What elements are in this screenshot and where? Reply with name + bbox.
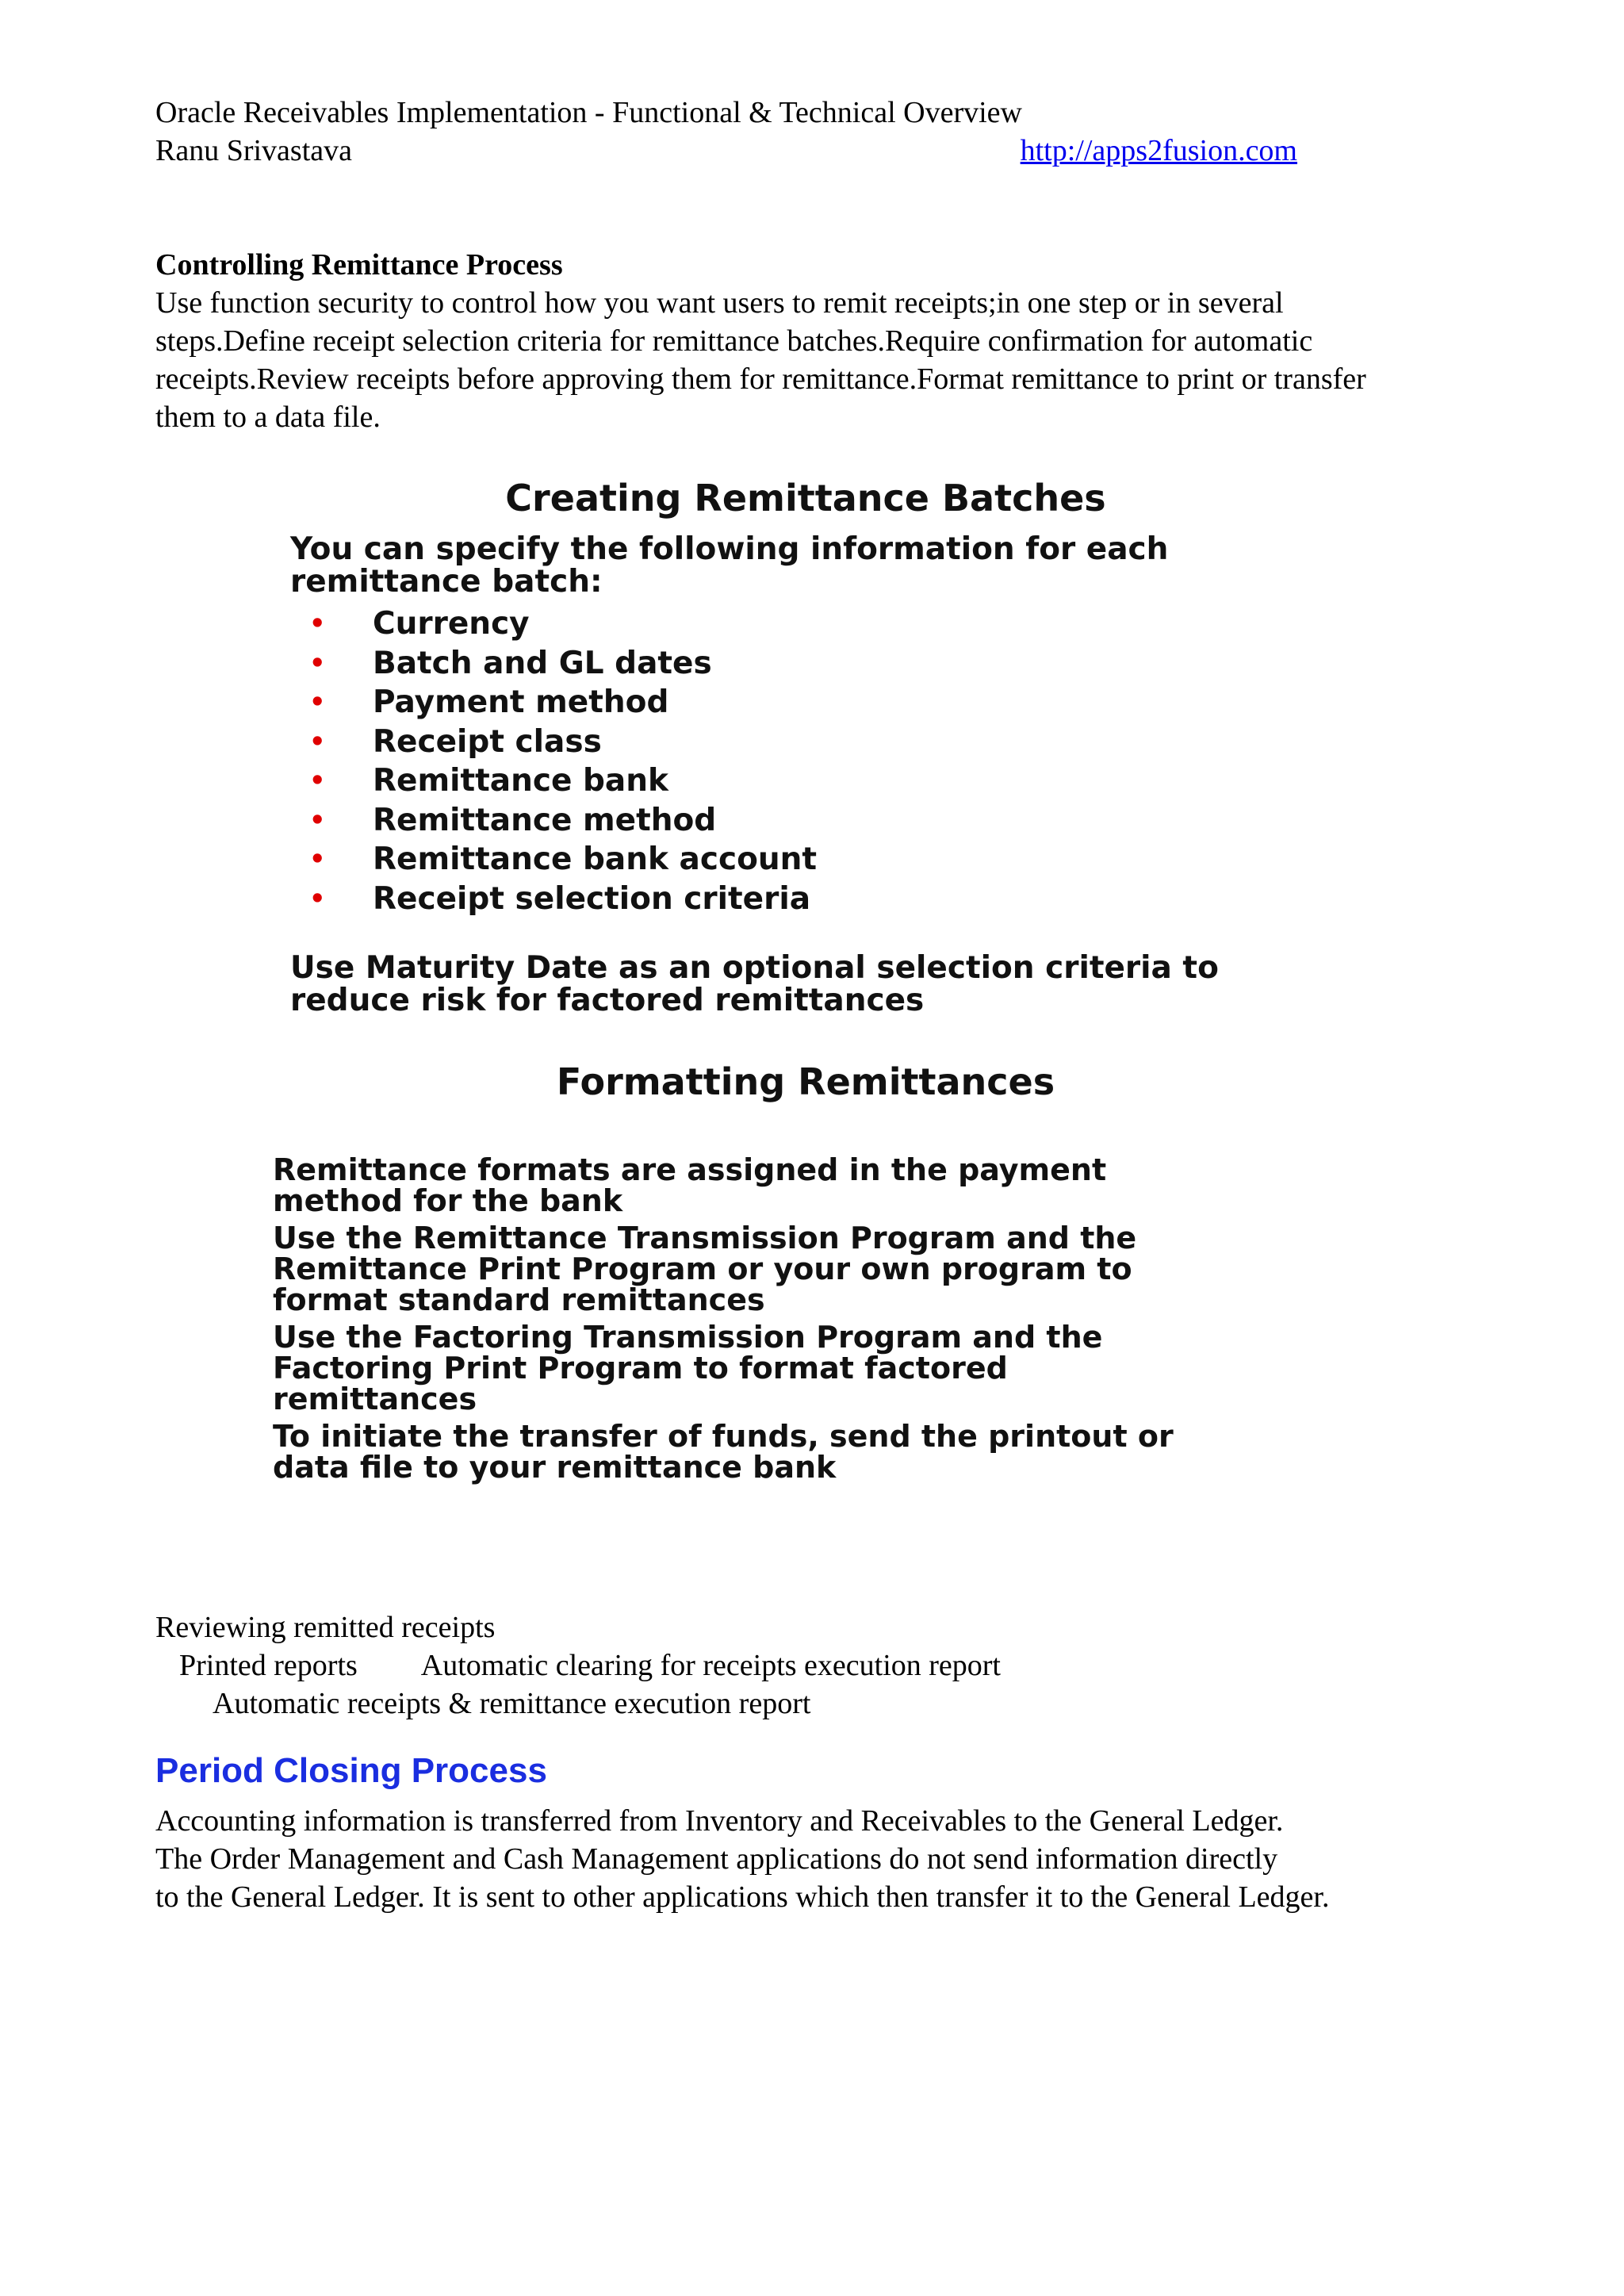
- body-line: them to a data file.: [155, 401, 381, 434]
- page-header: [155, 94, 1297, 170]
- remittance-slide-image: [155, 441, 1456, 1583]
- bullet-icon: •: [309, 844, 326, 874]
- list-item-label: Receipt class: [373, 723, 602, 760]
- list-item: [306, 683, 817, 723]
- controlling-remittance-heading: Controlling Remittance Process: [155, 248, 563, 282]
- slide-intro-line: remittance batch:: [290, 564, 603, 600]
- list-item: [306, 840, 817, 880]
- formatting-point: Remittance formats are assigned in the payment method for the bank: [273, 1152, 1107, 1218]
- reviewing-heading: Reviewing remitted receipts: [155, 1611, 496, 1644]
- bullet-icon: •: [309, 804, 326, 835]
- slide-intro: [290, 533, 1385, 598]
- slide-title-creating-batches: Creating Remittance Batches: [505, 477, 1106, 519]
- bullet-icon: •: [309, 608, 326, 638]
- maturity-date-note: [290, 952, 1400, 1017]
- controlling-remittance-section: [155, 246, 1488, 436]
- bullet-icon: •: [309, 883, 326, 914]
- auto-clearing-report-label: Automatic clearing for receipts execution report: [420, 1649, 1001, 1682]
- list-item-label: Remittance bank account: [373, 841, 818, 877]
- body-line: receipts.Review receipts before approving them for remittance.Format remittance to print or transfer: [155, 362, 1366, 396]
- body-line: to the General Ledger. It is sent to other applications which then transfer it to the General Ledger.: [155, 1880, 1330, 1914]
- list-item-label: Currency: [373, 606, 530, 642]
- printed-reports-label: Printed reports: [179, 1649, 358, 1682]
- list-item: [306, 604, 817, 644]
- list-item: [306, 761, 817, 801]
- formatting-points: [273, 1152, 1399, 1489]
- note-line: reduce risk for factored remittances: [290, 983, 925, 1018]
- formatting-point: Use the Remittance Transmission Program and the Remittance Print Program or your own program to format standard remittances: [273, 1221, 1137, 1317]
- website-link[interactable]: http://apps2fusion.com: [1020, 134, 1297, 167]
- auto-receipts-report-label: Automatic receipts & remittance execution report: [213, 1687, 811, 1720]
- bullet-icon: •: [309, 687, 326, 717]
- body-line: The Order Management and Cash Management applications do not send information directly: [155, 1842, 1278, 1876]
- slide-title-formatting: Formatting Remittances: [556, 1060, 1055, 1103]
- formatting-point: To initiate the transfer of funds, send the printout or data file to your remittance bank: [273, 1419, 1174, 1485]
- list-item: [306, 801, 817, 841]
- body-line: Accounting information is transferred from Inventory and Receivables to the General Ledger.: [155, 1804, 1284, 1838]
- batch-info-list: [306, 604, 817, 918]
- list-item-label: Remittance bank: [373, 763, 668, 799]
- list-item-label: Remittance method: [373, 802, 717, 838]
- document-title: Oracle Receivables Implementation - Functional & Technical Overview: [155, 96, 1022, 129]
- reviewing-items-row: [155, 1646, 1488, 1685]
- list-item: [306, 644, 817, 684]
- slide-intro-line: You can specify the following information for each: [290, 531, 1169, 567]
- author-name: Ranu Srivastava: [155, 134, 353, 167]
- list-item-label: Receipt selection criteria: [373, 880, 811, 917]
- header-row: [155, 132, 1297, 170]
- formatting-point: Use the Factoring Transmission Program and the Factoring Print Program to format factored remittances: [273, 1320, 1103, 1416]
- list-item: [306, 880, 817, 919]
- note-line: Use Maturity Date as an optional selection criteria to: [290, 950, 1219, 986]
- bullet-icon: •: [309, 765, 326, 795]
- period-closing-heading: Period Closing Process: [155, 1751, 547, 1790]
- bullet-icon: •: [309, 726, 326, 757]
- list-item: [306, 723, 817, 762]
- period-closing-section: [155, 1802, 1519, 1916]
- bullet-icon: •: [309, 647, 326, 678]
- body-line: Use function security to control how you want users to remit receipts;in one step or in several: [155, 286, 1284, 320]
- reviewing-receipts-section: [155, 1608, 1488, 1723]
- list-item-label: Payment method: [373, 684, 669, 720]
- body-line: steps.Define receipt selection criteria for remittance batches.Require confirmation for automatic: [155, 324, 1313, 358]
- list-item-label: Batch and GL dates: [373, 645, 712, 681]
